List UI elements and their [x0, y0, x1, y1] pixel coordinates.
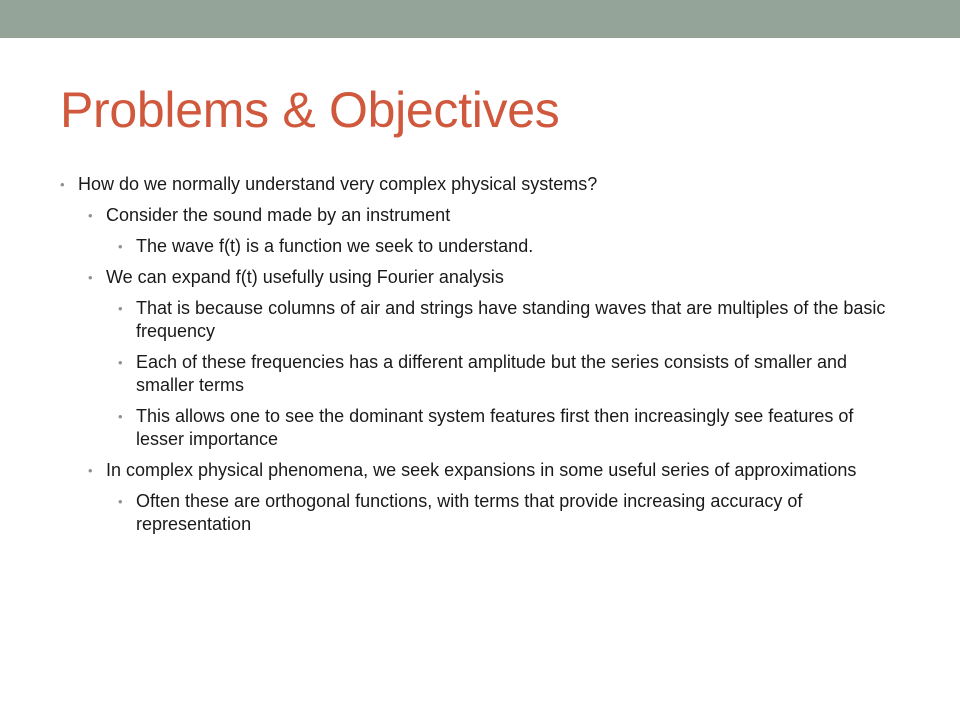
- bullet-item: • We can expand f(t) usefully using Fourier analysis: [60, 266, 900, 289]
- bullet-item: • In complex physical phenomena, we seek expansions in some useful series of approximations: [60, 459, 900, 482]
- bullet-item: • This allows one to see the dominant system features first then increasingly see features of lesser importance: [60, 405, 900, 451]
- bullet-list: [60, 173, 900, 536]
- slide-title: Problems & Objectives: [60, 82, 560, 138]
- bullet-item: • How do we normally understand very complex physical systems?: [60, 173, 900, 196]
- bullet-item: • Consider the sound made by an instrument: [60, 204, 900, 227]
- bullet-item: • That is because columns of air and strings have standing waves that are multiples of the basic frequency: [60, 297, 900, 343]
- bullet-item: • Each of these frequencies has a different amplitude but the series consists of smaller and smaller terms: [60, 351, 900, 397]
- top-accent-bar: [0, 0, 960, 38]
- bullet-item: • Often these are orthogonal functions, with terms that provide increasing accuracy of representation: [60, 490, 900, 536]
- bullet-item: • The wave f(t) is a function we seek to understand.: [60, 235, 900, 258]
